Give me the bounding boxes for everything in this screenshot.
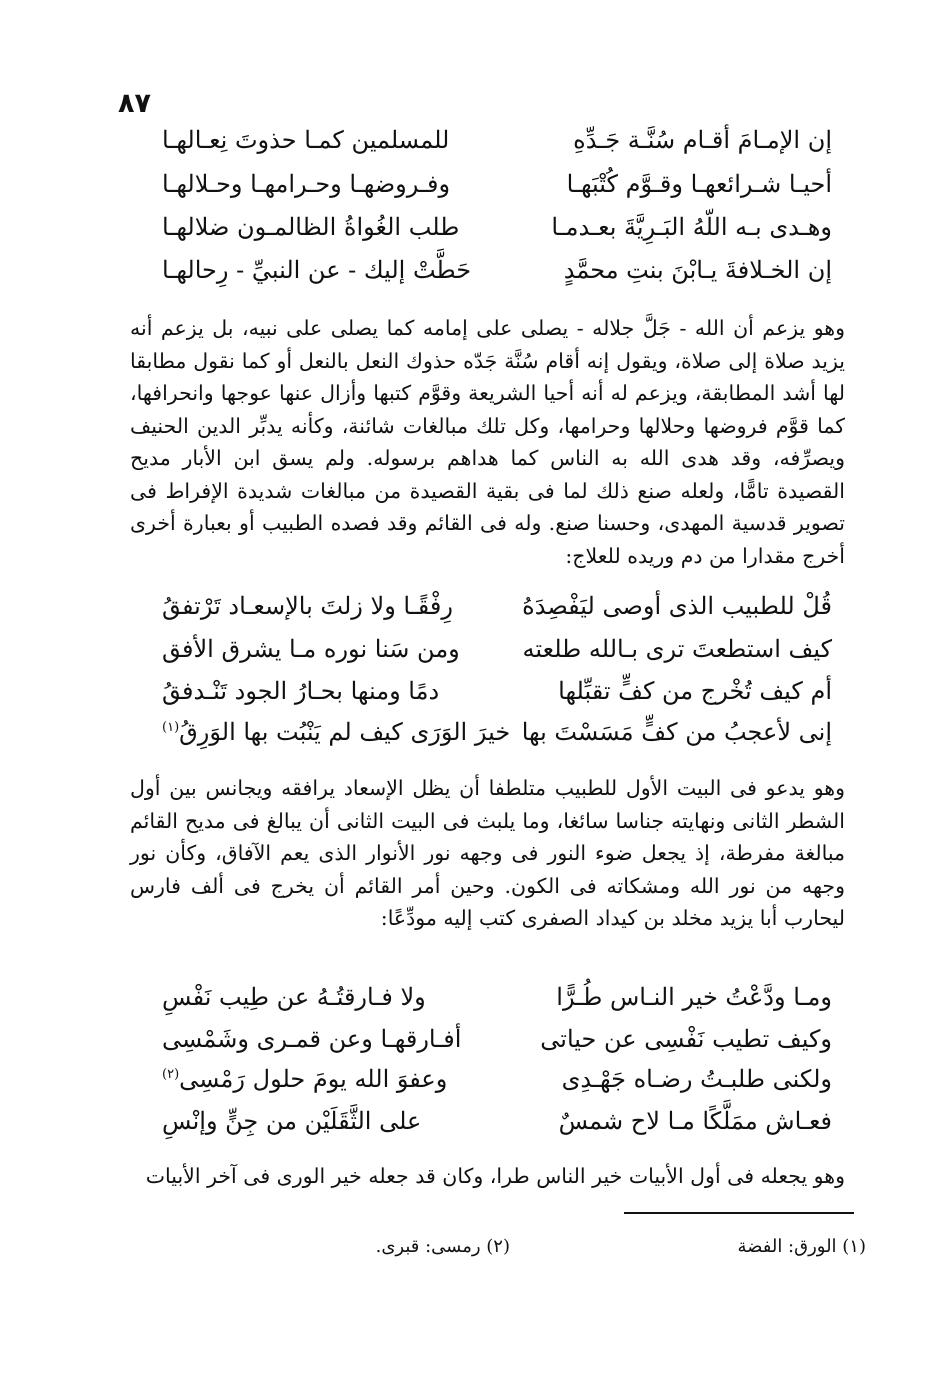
hemistich-text: خيرَ الوَرَى كيف لم يَنْبُت بها الوَرِقُ [179,718,511,746]
hemistich-second: ولا فـارقتُـهُ عن طِيب نَفْسِ [162,983,426,1011]
hemistich-first: إنى لأعجبُ من كفٍّ مَسَسْتَ بها [521,718,832,746]
hemistich-second [162,720,510,744]
footnote-2: (٢) رمسى: قبرى. [375,1236,510,1257]
hemistich-first: أم كيف تُخْرج من كفٍّ تقبِّلها [558,677,832,705]
footnote-divider [624,1212,854,1214]
paragraph-2: وهو يدعو فى البيت الأول للطبيب متلطفا أن يظل الإسعاد يرافقه ويجانس بين أول الشطر الثانى ونهايته جناسا سائغا، وما يلبث فى البيت الثانى أن يبالغ فى مديح القائم مبالغة مفرطة، إذ يجعل ضوء النور فى وجهه نور الأنوار الذى يعم الآفاق، وكأن نور وجهه من نور الله ومشكاته فى الكون. وحين أمر القائم أن يخرج فى ألف فارس ليحارب أبا يزيد مخلد بن كيداد الصفرى كتب إليه مودِّعًا: [130,776,845,930]
hemistich-first: فعـاش ممَلَّكًا مـا لاح شمسٌ [558,1107,832,1135]
hemistich-first: قُلْ للطبيب الذى أوصى ليَفْصِدَهُ [522,592,832,620]
hemistich-second: وفـروضهـا وحـرامهـا وحـلالهـا [162,170,451,198]
paragraph-1: وهو يزعم أن الله - جَلَّ جلاله - يصلى على إمامه كما يصلى على نبيه، بل يزعم أنه يزيد صلاة إلى صلاة، ويقول إنه أقام سُنَّة جَدّه حذوك النعل بالنعل أو كما نقول مطابقا لها أشد المطابقة، ويزعم له أنه أحيا الشريعة وقوَّم كتبها وأزال عنها عوجها وانحرافها، كما قوَّم فروضها وحلالها وحرامها، وكل تلك مبالغات شائنة، وكأنه يدبِّر الدين الحنيف ويصرِّفه، وقد هدى الله به الناس كما هداهم برسوله. ولم يسق ابن الأبار مديح القصيدة تامًّا، ولعله صنع ذلك لما فى بقية القصيدة من مبالغات شديدة الإفراط فى تصوير قدسية المهدى، وحسنا صنع. وله فى القائم وقد فصده الطبيب أو بعبارة أخرى أخرج مقدارا من دم وريده للعلاج: [130,316,845,568]
hemistich-first: إن الخـلافةَ يـابْنَ بنتِ محمَّدٍ [563,256,832,284]
hemistich-second: طلب الغُواةُ الظالمـون ضلالهـا [162,213,460,241]
poem2-verse-4 [162,720,832,744]
paragraph-3: وهو يجعله فى أول الأبيات خير الناس طرا، وكان قد جعله خير الورى فى آخر الأبيات [145,1164,845,1188]
hemistich-first: وهـدى بـه اللّهُ البَـرِيَّةَ بعـدمـا [551,213,832,241]
footnote-marker: (١) [162,720,180,735]
hemistich-first: ومـا ودَّعْتُ خير النـاس طُـرًّا [556,983,832,1011]
hemistich-first: كيف استطعتَ ترى بـالله طلعته [522,635,832,663]
poem3-verse-1 [162,985,832,1009]
poem3-verse-2 [162,1027,832,1051]
page-number: ٨٧ [118,88,151,119]
hemistich-second: دمًا ومنها بحـارُ الجود تَنْـدفقُ [162,677,440,705]
poem2-verse-2 [162,637,832,661]
poem1-verse-1 [162,128,832,152]
hemistich-text: وعفوَ الله يومَ حلول رَمْسِى [179,1065,448,1093]
poem3-verse-3 [162,1067,832,1091]
hemistich-second: حَطَّتْ إليك - عن النبيِّ - رِحالهـا [162,256,472,284]
footnote-1: (١) الورق: الفضة [737,1236,866,1257]
poem2-verse-3 [162,679,832,703]
hemistich-second: رِفْقًـا ولا زلتَ بالإسعـاد تَرْتفقُ [162,592,453,620]
hemistich-first: أحيـا شـرائعهـا وقـوَّم كُتْبَهـا [566,170,832,198]
hemistich-first: وكيف تطيب نَفْسِى عن حياتى [540,1025,832,1053]
poem1-verse-4 [162,258,832,282]
poem2-verse-1 [162,594,832,618]
poem1-verse-3 [162,215,832,239]
hemistich-second: على الثَّقَلَيْن من جِنٍّ وإنْسِ [162,1107,422,1135]
footnote-marker: (٢) [162,1067,180,1082]
poem3-verse-4 [162,1109,832,1133]
hemistich-first: إن الإمـامَ أقـام سُنَّـة جَـدِّهِ [573,126,832,154]
hemistich-first: ولكنى طلبـتُ رضـاه جَهْـدِى [561,1065,832,1093]
hemistich-second: للمسلمين كمـا حذوتَ نِعـالهـا [162,126,450,154]
poem1-verse-2 [162,172,832,196]
hemistich-second: ومن سَنا نوره مـا يشرق الأفق [162,635,460,663]
hemistich-second: أفـارقهـا وعن قمـرى وشَمْسِى [162,1025,462,1053]
hemistich-second [162,1067,447,1091]
